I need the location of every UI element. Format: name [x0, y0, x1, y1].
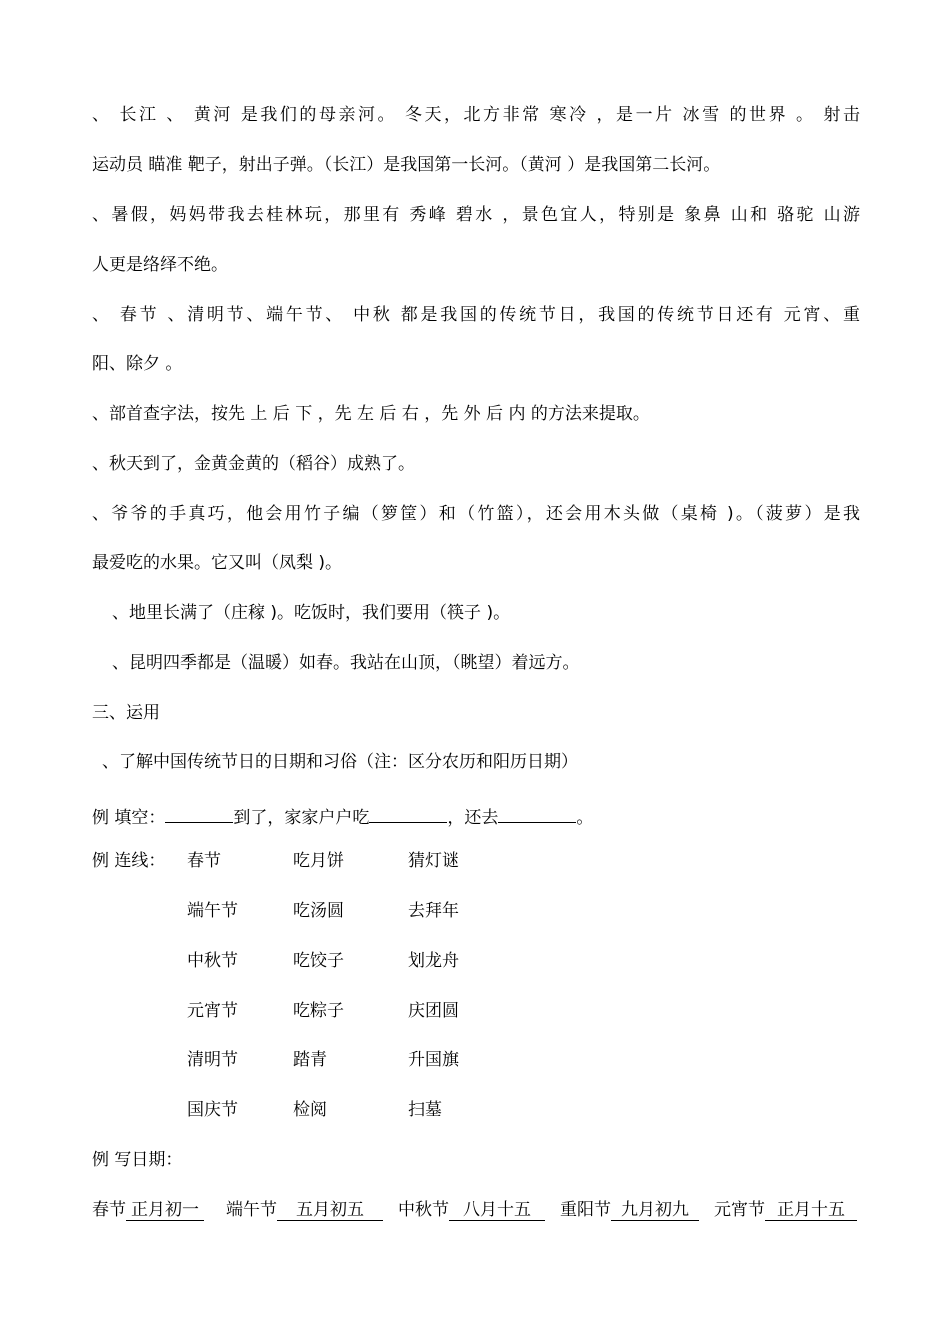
paragraph-line: 阳、除夕 。: [92, 354, 183, 374]
paragraph-line: 、爷爷的手真巧，他会用竹子编（箩筐）和（竹篮），还会用木头做（桌椅 )。（菠萝）是我: [92, 504, 860, 524]
paragraph-line: 、地里长满了（庄稼 )。吃饭时，我们要用（筷子 )。: [112, 603, 511, 623]
match-food[interactable]: 吃粽子: [293, 1001, 344, 1021]
fill-part2: ，还去: [447, 808, 499, 828]
paragraph-line: 、暑假，妈妈带我去桂林玩，那里有 秀峰 碧水 ，景色宜人，特别是 象鼻 山和 骆驼 山游: [92, 205, 860, 225]
match-food[interactable]: 吃饺子: [293, 951, 344, 971]
festival-name: 重阳节: [560, 1200, 611, 1220]
paragraph-line: 、 春节 、清明节、端午节、 中秋 都是我国的传统节日，我国的传统节日还有 元宵、重: [92, 305, 860, 325]
paragraph-line: 最爱吃的水果。它又叫（凤梨 )。: [92, 553, 343, 573]
paragraph-line: 、部首查字法，按先 上 后 下 ，先 左 后 右 ，先 外 后 内 的方法来提取。: [92, 404, 650, 424]
blank-line[interactable]: [369, 800, 447, 823]
blank-line[interactable]: [498, 800, 576, 823]
match-custom[interactable]: 猜灯谜: [408, 851, 459, 871]
dates-label: 例 写日期：: [92, 1150, 183, 1170]
match-festival[interactable]: 中秋节: [187, 951, 238, 971]
fill-blank-example: [92, 800, 860, 828]
paragraph-line: 、昆明四季都是（温暖）如春。我站在山顶，（眺望）着远方。: [112, 653, 580, 673]
date-answer[interactable]: 正月初一: [126, 1198, 204, 1221]
date-item: [714, 1198, 857, 1222]
match-custom[interactable]: 扫墓: [408, 1100, 442, 1120]
match-custom[interactable]: 庆团圆: [408, 1001, 459, 1021]
blank-line[interactable]: [165, 800, 233, 823]
task-heading: 、了解中国传统节日的日期和习俗（注：区分农历和阳历日期）: [102, 752, 578, 772]
date-answer[interactable]: 五月初五: [277, 1198, 383, 1221]
match-festival[interactable]: 元宵节: [187, 1001, 238, 1021]
date-item: [92, 1198, 204, 1222]
match-custom[interactable]: 去拜年: [408, 901, 459, 921]
date-item: [398, 1198, 545, 1222]
paragraph-line: 、秋天到了，金黄金黄的（稻谷）成熟了。: [92, 454, 415, 474]
match-custom[interactable]: 升国旗: [408, 1050, 459, 1070]
paragraph-line: 人更是络绎不绝。: [92, 255, 228, 275]
paragraph-line: 运动员 瞄准 靶子，射出子弹。（长江）是我国第一长河。（黄河 ）是我国第二长河。: [92, 155, 721, 175]
date-item: [226, 1198, 383, 1222]
festival-name: 元宵节: [714, 1200, 765, 1220]
match-festival[interactable]: 清明节: [187, 1050, 238, 1070]
date-item: [560, 1198, 699, 1222]
festival-name: 中秋节: [398, 1200, 449, 1220]
match-festival[interactable]: 端午节: [187, 901, 238, 921]
match-label: 例 连线：: [92, 851, 166, 871]
match-festival[interactable]: 春节: [187, 851, 221, 871]
section-title: 三、运用: [92, 703, 160, 723]
date-answer[interactable]: 九月初九: [611, 1198, 699, 1221]
paragraph-line: 、 长江 、 黄河 是我们的母亲河。 冬天，北方非常 寒冷 ，是一片 冰雪 的世界 。 射击: [92, 105, 860, 125]
date-answer[interactable]: 八月十五: [449, 1198, 545, 1221]
match-food[interactable]: 吃汤圆: [293, 901, 344, 921]
fill-prefix: 例 填空：: [92, 808, 166, 828]
match-food[interactable]: 踏青: [293, 1050, 327, 1070]
match-festival[interactable]: 国庆节: [187, 1100, 238, 1120]
match-food[interactable]: 吃月饼: [293, 851, 344, 871]
match-food[interactable]: 检阅: [293, 1100, 327, 1120]
date-answer[interactable]: 正月十五: [765, 1198, 857, 1221]
match-custom[interactable]: 划龙舟: [408, 951, 459, 971]
festival-name: 春节: [92, 1200, 126, 1220]
fill-part1: 到了，家家户户吃: [233, 808, 370, 828]
festival-name: 端午节: [226, 1200, 277, 1220]
fill-end: 。: [576, 808, 594, 828]
